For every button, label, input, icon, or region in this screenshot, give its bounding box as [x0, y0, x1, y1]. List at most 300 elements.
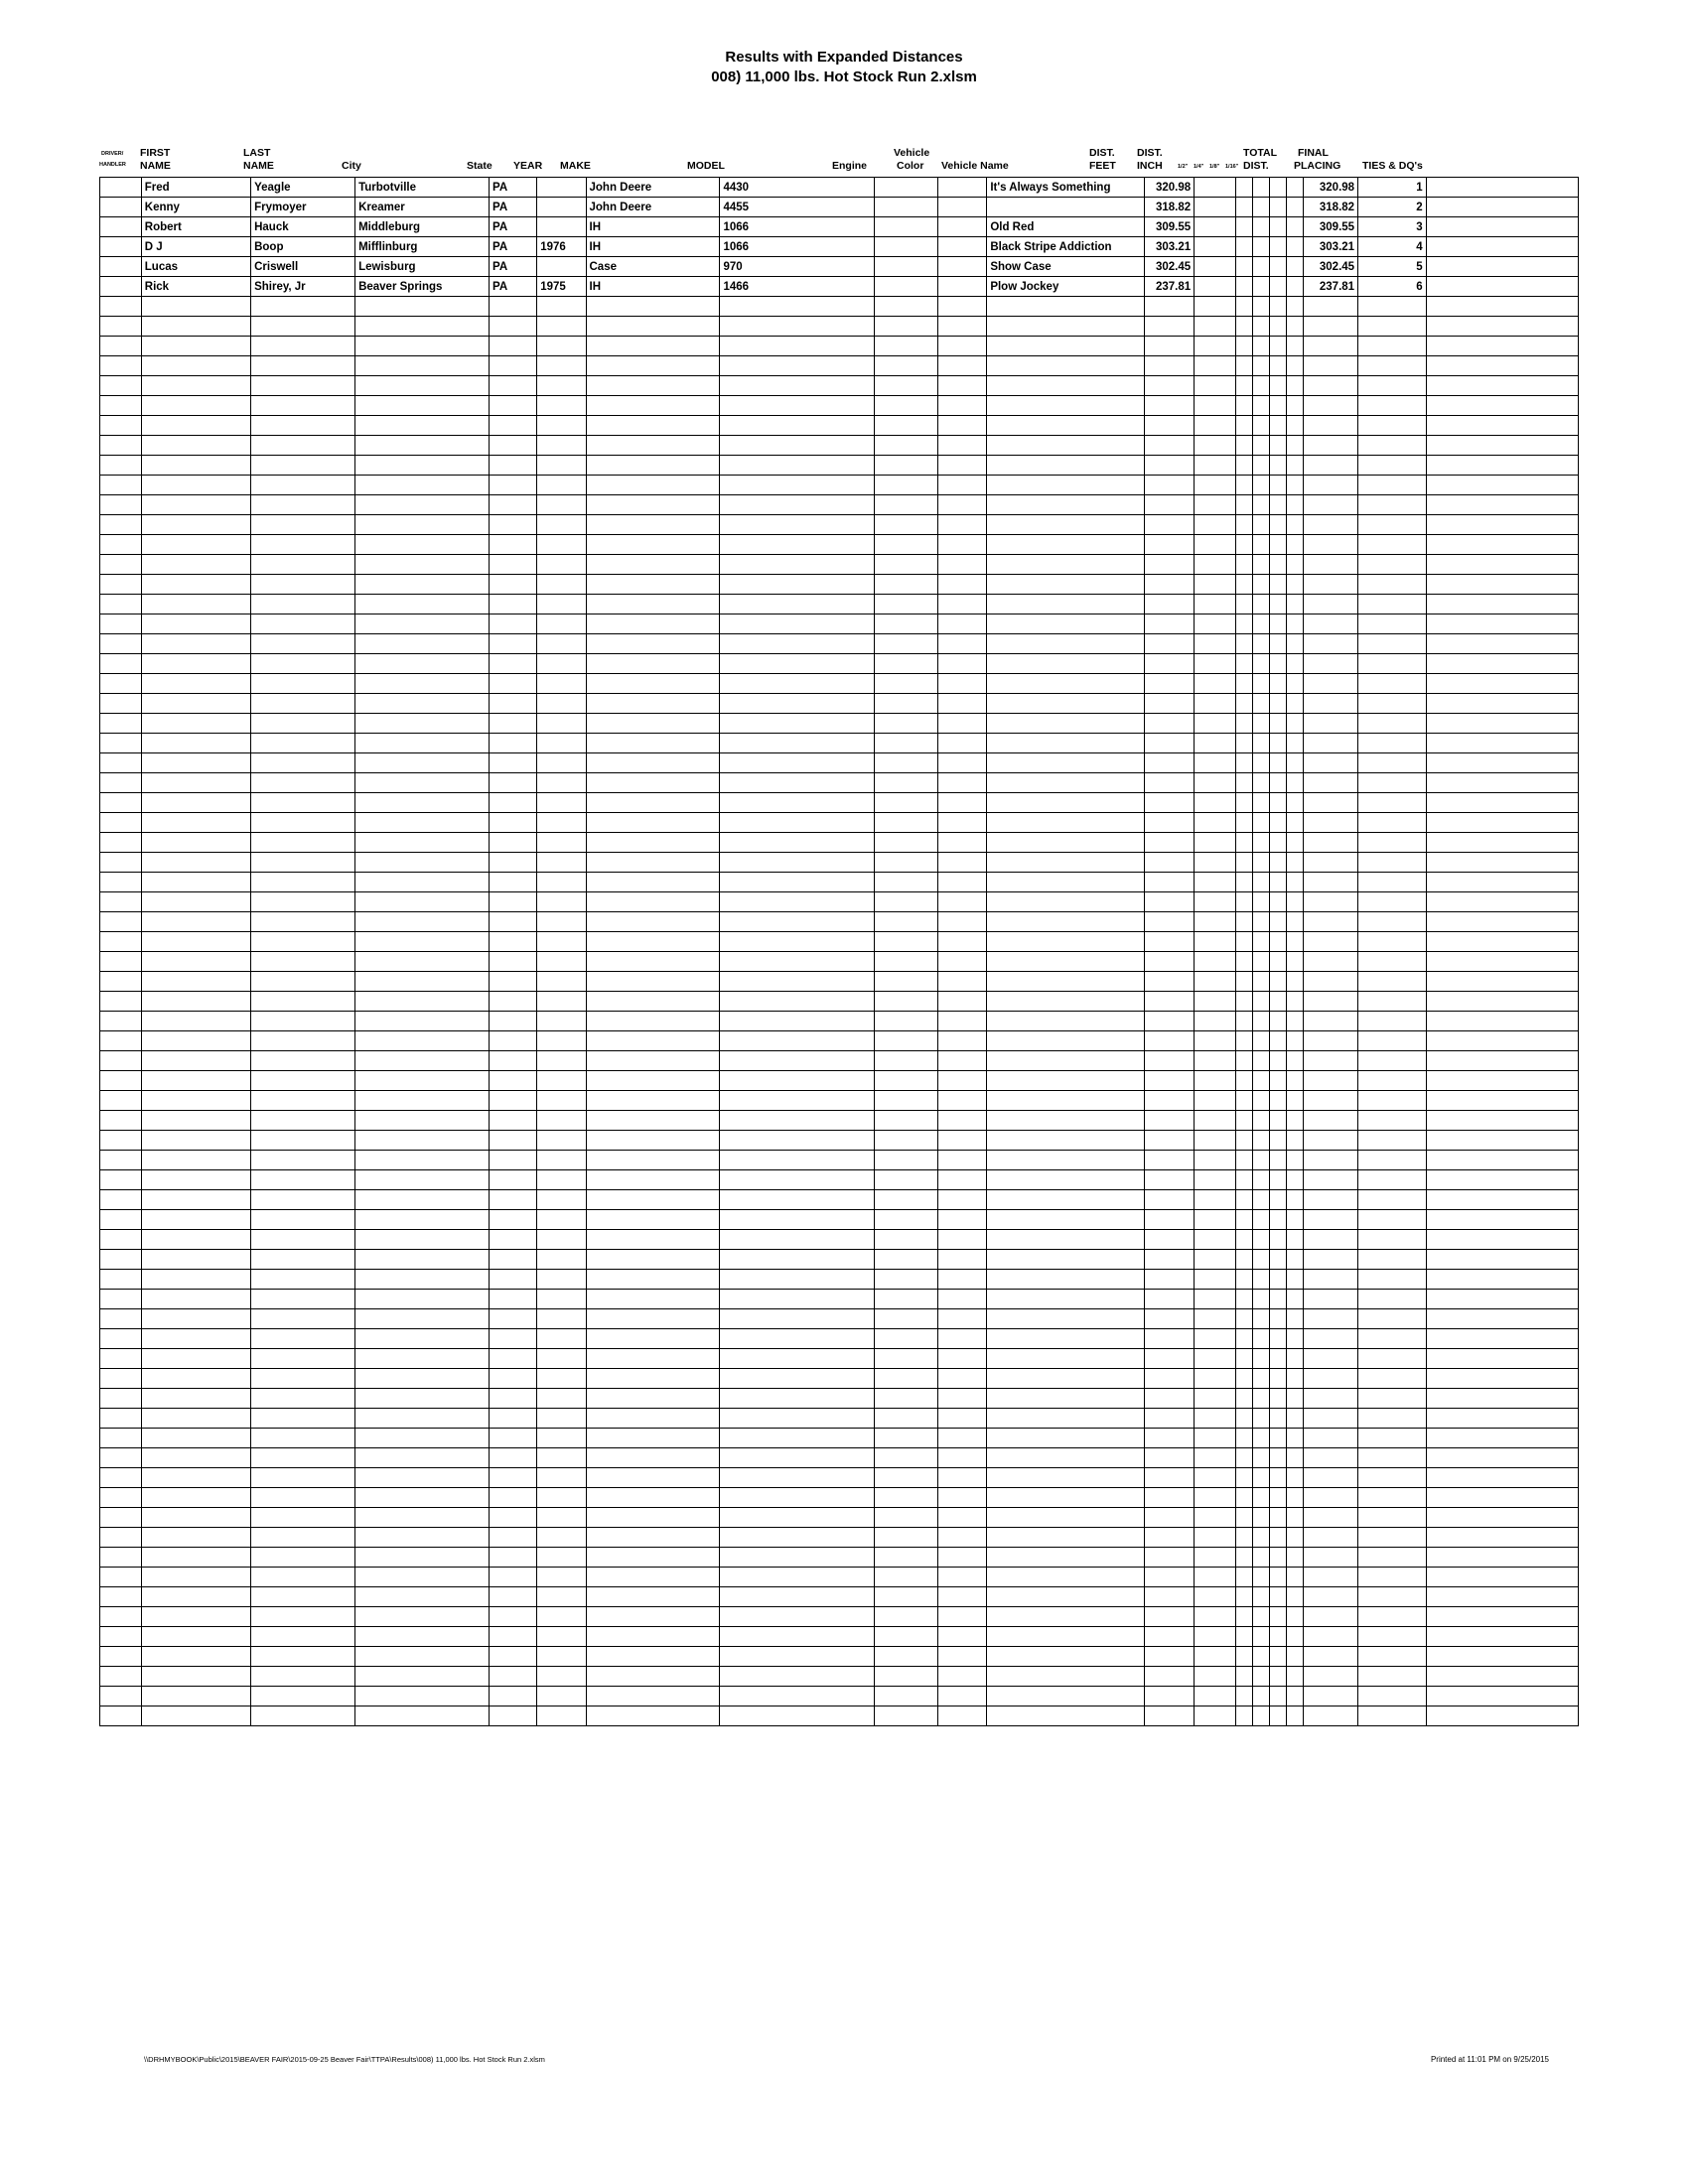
table-row-empty [100, 892, 1579, 912]
cell-make [586, 932, 720, 952]
cell-last-name [251, 972, 355, 992]
cell-ties-dqs [1426, 1409, 1578, 1429]
cell-year [537, 1587, 586, 1607]
cell-f4 [1253, 376, 1270, 396]
cell-make [586, 535, 720, 555]
cell-f4 [1253, 1568, 1270, 1587]
cell-engine [874, 793, 937, 813]
cell-total-dist [1304, 535, 1358, 555]
cell-f4 [1253, 1012, 1270, 1031]
cell-year [537, 1409, 586, 1429]
cell-engine [874, 317, 937, 337]
cell-vehicle-name [987, 734, 1145, 753]
cell-f8 [1270, 892, 1287, 912]
cell-f16 [1287, 1012, 1304, 1031]
cell-total-dist [1304, 734, 1358, 753]
cell-ties-dqs [1426, 356, 1578, 376]
cell-ties-dqs [1426, 416, 1578, 436]
cell-f16 [1287, 396, 1304, 416]
cell-model [720, 1091, 874, 1111]
cell-last-name [251, 674, 355, 694]
cell-final-placing [1358, 1329, 1427, 1349]
table-row-empty [100, 1587, 1579, 1607]
cell-color [938, 694, 987, 714]
cell-f4 [1253, 198, 1270, 217]
cell-f8 [1270, 952, 1287, 972]
cell-color [938, 595, 987, 614]
cell-ties-dqs [1426, 1647, 1578, 1667]
table-row-empty [100, 396, 1579, 416]
cell-f4 [1253, 257, 1270, 277]
cell-model: 1466 [720, 277, 874, 297]
cell-f4 [1253, 1488, 1270, 1508]
table-row-empty [100, 575, 1579, 595]
cell-last-name [251, 873, 355, 892]
cell-make [586, 1309, 720, 1329]
cell-dist-feet [1144, 1309, 1194, 1329]
cell-color [938, 833, 987, 853]
cell-total-dist [1304, 614, 1358, 634]
cell-total-dist [1304, 1111, 1358, 1131]
cell-f2 [1235, 614, 1252, 634]
cell-last-name [251, 595, 355, 614]
cell-engine [874, 1607, 937, 1627]
cell-f8 [1270, 853, 1287, 873]
cell-ties-dqs [1426, 237, 1578, 257]
cell-make [586, 793, 720, 813]
cell-final-placing [1358, 1548, 1427, 1568]
cell-f16 [1287, 1468, 1304, 1488]
cell-ties-dqs [1426, 952, 1578, 972]
cell-color [938, 217, 987, 237]
cell-final-placing [1358, 1706, 1427, 1726]
cell-make [586, 1329, 720, 1349]
cell-driver [100, 535, 142, 555]
cell-model [720, 337, 874, 356]
cell-year [537, 396, 586, 416]
cell-year [537, 595, 586, 614]
cell-f16 [1287, 714, 1304, 734]
cell-make: IH [586, 277, 720, 297]
cell-final-placing [1358, 634, 1427, 654]
cell-first-name [141, 376, 250, 396]
cell-city: Mifflinburg [355, 237, 490, 257]
cell-total-dist [1304, 317, 1358, 337]
cell-f8 [1270, 1349, 1287, 1369]
table-row-empty [100, 1190, 1579, 1210]
cell-final-placing [1358, 575, 1427, 595]
cell-state [490, 753, 537, 773]
cell-f16 [1287, 912, 1304, 932]
cell-state [490, 654, 537, 674]
cell-state [490, 1468, 537, 1488]
cell-driver [100, 952, 142, 972]
cell-last-name [251, 1031, 355, 1051]
cell-make [586, 1290, 720, 1309]
cell-final-placing: 2 [1358, 198, 1427, 217]
cell-dist-feet [1144, 972, 1194, 992]
cell-f16 [1287, 1131, 1304, 1151]
cell-f2 [1235, 1607, 1252, 1627]
cell-vehicle-name [987, 813, 1145, 833]
cell-dist-inch [1195, 237, 1236, 257]
cell-color [938, 932, 987, 952]
cell-first-name [141, 1468, 250, 1488]
cell-dist-inch [1195, 1131, 1236, 1151]
cell-engine [874, 1170, 937, 1190]
table-row-empty [100, 1031, 1579, 1051]
cell-dist-inch [1195, 575, 1236, 595]
cell-vehicle-name [987, 1706, 1145, 1726]
cell-state [490, 793, 537, 813]
cell-engine [874, 972, 937, 992]
cell-first-name [141, 1309, 250, 1329]
cell-f16 [1287, 1349, 1304, 1369]
cell-make [586, 1051, 720, 1071]
cell-first-name: Kenny [141, 198, 250, 217]
cell-final-placing [1358, 1270, 1427, 1290]
cell-vehicle-name [987, 1409, 1145, 1429]
cell-color [938, 1508, 987, 1528]
cell-driver [100, 1071, 142, 1091]
cell-f8 [1270, 1587, 1287, 1607]
cell-total-dist [1304, 1548, 1358, 1568]
cell-engine [874, 1250, 937, 1270]
cell-first-name [141, 952, 250, 972]
cell-make [586, 1151, 720, 1170]
cell-make [586, 515, 720, 535]
cell-city [355, 1488, 490, 1508]
cell-dist-feet [1144, 614, 1194, 634]
cell-dist-feet [1144, 1706, 1194, 1726]
cell-f8 [1270, 1488, 1287, 1508]
cell-f8 [1270, 674, 1287, 694]
cell-engine [874, 436, 937, 456]
cell-f8 [1270, 337, 1287, 356]
cell-driver [100, 317, 142, 337]
table-row-empty [100, 1270, 1579, 1290]
cell-f4 [1253, 1528, 1270, 1548]
cell-dist-inch [1195, 992, 1236, 1012]
table-row-empty [100, 1548, 1579, 1568]
cell-final-placing [1358, 793, 1427, 813]
cell-state [490, 674, 537, 694]
cell-make [586, 1389, 720, 1409]
cell-ties-dqs [1426, 1369, 1578, 1389]
cell-total-dist [1304, 595, 1358, 614]
cell-make [586, 1210, 720, 1230]
cell-state [490, 1548, 537, 1568]
cell-dist-inch [1195, 198, 1236, 217]
cell-last-name [251, 436, 355, 456]
cell-vehicle-name [987, 575, 1145, 595]
cell-color [938, 237, 987, 257]
cell-total-dist: 302.45 [1304, 257, 1358, 277]
cell-engine [874, 396, 937, 416]
cell-make [586, 595, 720, 614]
cell-final-placing: 1 [1358, 178, 1427, 198]
cell-f8 [1270, 1071, 1287, 1091]
cell-city [355, 1667, 490, 1687]
cell-f4 [1253, 1369, 1270, 1389]
cell-final-placing [1358, 1290, 1427, 1309]
table-row-empty [100, 515, 1579, 535]
cell-ties-dqs [1426, 1270, 1578, 1290]
cell-engine [874, 1131, 937, 1151]
cell-driver [100, 753, 142, 773]
cell-make [586, 1409, 720, 1429]
table-row-empty [100, 853, 1579, 873]
cell-last-name [251, 555, 355, 575]
cell-first-name [141, 1190, 250, 1210]
cell-total-dist [1304, 853, 1358, 873]
cell-f8 [1270, 595, 1287, 614]
cell-first-name [141, 753, 250, 773]
cell-f2 [1235, 495, 1252, 515]
cell-f16 [1287, 476, 1304, 495]
cell-last-name [251, 1250, 355, 1270]
cell-color [938, 317, 987, 337]
cell-first-name [141, 1706, 250, 1726]
cell-dist-inch [1195, 1429, 1236, 1448]
cell-engine [874, 277, 937, 297]
header-driver-bottom: HANDLER [99, 162, 126, 168]
cell-dist-inch [1195, 1528, 1236, 1548]
cell-driver [100, 456, 142, 476]
cell-city [355, 1250, 490, 1270]
cell-engine [874, 952, 937, 972]
cell-dist-inch [1195, 1250, 1236, 1270]
cell-first-name [141, 1329, 250, 1349]
cell-dist-inch [1195, 1349, 1236, 1369]
cell-year [537, 1270, 586, 1290]
cell-color [938, 1627, 987, 1647]
cell-dist-inch [1195, 833, 1236, 853]
cell-total-dist [1304, 1627, 1358, 1647]
cell-total-dist [1304, 694, 1358, 714]
cell-total-dist [1304, 1309, 1358, 1329]
cell-ties-dqs [1426, 634, 1578, 654]
cell-vehicle-name [987, 1329, 1145, 1349]
cell-make [586, 674, 720, 694]
cell-state [490, 495, 537, 515]
cell-last-name [251, 1548, 355, 1568]
cell-dist-feet [1144, 813, 1194, 833]
cell-f2 [1235, 1627, 1252, 1647]
cell-model [720, 1230, 874, 1250]
cell-engine [874, 1667, 937, 1687]
cell-final-placing [1358, 535, 1427, 555]
cell-model [720, 416, 874, 436]
table-row-empty [100, 674, 1579, 694]
cell-dist-feet: 318.82 [1144, 198, 1194, 217]
cell-dist-inch [1195, 595, 1236, 614]
header-final-placing-bottom: PLACING [1294, 160, 1341, 172]
cell-f8 [1270, 317, 1287, 337]
cell-color [938, 1309, 987, 1329]
cell-f8 [1270, 257, 1287, 277]
table-row-empty [100, 992, 1579, 1012]
table-row-empty [100, 535, 1579, 555]
cell-model [720, 535, 874, 555]
cell-f8 [1270, 773, 1287, 793]
cell-city [355, 773, 490, 793]
cell-model [720, 1309, 874, 1329]
cell-engine [874, 1290, 937, 1309]
cell-f4 [1253, 1230, 1270, 1250]
cell-f2 [1235, 1448, 1252, 1468]
cell-f4 [1253, 1349, 1270, 1369]
cell-city [355, 952, 490, 972]
table-row-empty [100, 1627, 1579, 1647]
cell-f16 [1287, 734, 1304, 753]
cell-dist-inch [1195, 694, 1236, 714]
cell-make [586, 1488, 720, 1508]
cell-dist-inch [1195, 555, 1236, 575]
cell-ties-dqs [1426, 992, 1578, 1012]
cell-state [490, 813, 537, 833]
cell-total-dist [1304, 1528, 1358, 1548]
cell-color [938, 813, 987, 833]
cell-ties-dqs [1426, 1448, 1578, 1468]
table-row-empty [100, 1329, 1579, 1349]
cell-dist-feet [1144, 1170, 1194, 1190]
cell-dist-inch [1195, 217, 1236, 237]
header-city: City [342, 160, 361, 172]
table-row-empty [100, 773, 1579, 793]
cell-f16 [1287, 753, 1304, 773]
cell-final-placing [1358, 1429, 1427, 1448]
cell-last-name [251, 853, 355, 873]
cell-model [720, 1329, 874, 1349]
cell-last-name [251, 1409, 355, 1429]
cell-dist-inch [1195, 1230, 1236, 1250]
cell-make [586, 773, 720, 793]
cell-dist-inch [1195, 912, 1236, 932]
cell-total-dist [1304, 1270, 1358, 1290]
cell-last-name [251, 932, 355, 952]
cell-first-name [141, 1508, 250, 1528]
table-row [100, 237, 1579, 257]
cell-model [720, 356, 874, 376]
cell-color [938, 535, 987, 555]
cell-year [537, 476, 586, 495]
cell-make: Case [586, 257, 720, 277]
cell-engine [874, 714, 937, 734]
cell-driver [100, 1309, 142, 1329]
cell-f4 [1253, 1647, 1270, 1667]
cell-driver [100, 853, 142, 873]
cell-driver [100, 1627, 142, 1647]
cell-engine [874, 873, 937, 892]
cell-f4 [1253, 595, 1270, 614]
cell-driver [100, 1012, 142, 1031]
cell-driver [100, 436, 142, 456]
cell-f4 [1253, 912, 1270, 932]
cell-f8 [1270, 1667, 1287, 1687]
cell-driver [100, 912, 142, 932]
cell-f4 [1253, 1210, 1270, 1230]
table-row-empty [100, 1071, 1579, 1091]
cell-final-placing [1358, 654, 1427, 674]
cell-dist-inch [1195, 853, 1236, 873]
cell-final-placing [1358, 515, 1427, 535]
cell-color [938, 1607, 987, 1627]
cell-dist-inch [1195, 436, 1236, 456]
cell-year [537, 1051, 586, 1071]
cell-driver [100, 1250, 142, 1270]
cell-f2 [1235, 654, 1252, 674]
cell-dist-inch [1195, 396, 1236, 416]
cell-dist-feet [1144, 1190, 1194, 1210]
cell-model [720, 1448, 874, 1468]
cell-state: PA [490, 178, 537, 198]
cell-engine [874, 853, 937, 873]
cell-f4 [1253, 1151, 1270, 1170]
cell-dist-feet [1144, 1091, 1194, 1111]
cell-engine [874, 912, 937, 932]
cell-state [490, 1190, 537, 1210]
cell-f8 [1270, 297, 1287, 317]
cell-year [537, 1568, 586, 1587]
cell-dist-feet [1144, 1051, 1194, 1071]
table-row-empty [100, 495, 1579, 515]
page-footer [0, 2055, 1688, 2085]
cell-last-name [251, 1111, 355, 1131]
cell-first-name [141, 1429, 250, 1448]
cell-year [537, 833, 586, 853]
cell-dist-inch [1195, 1448, 1236, 1468]
cell-driver [100, 972, 142, 992]
cell-model [720, 952, 874, 972]
cell-f16 [1287, 555, 1304, 575]
cell-first-name [141, 1389, 250, 1409]
cell-color [938, 416, 987, 436]
cell-first-name [141, 356, 250, 376]
cell-state [490, 892, 537, 912]
cell-dist-inch [1195, 178, 1236, 198]
cell-f8 [1270, 992, 1287, 1012]
cell-f2 [1235, 1111, 1252, 1131]
cell-year [537, 456, 586, 476]
cell-state [490, 1290, 537, 1309]
cell-final-placing: 3 [1358, 217, 1427, 237]
cell-f2 [1235, 1568, 1252, 1587]
cell-f16 [1287, 198, 1304, 217]
cell-year [537, 1488, 586, 1508]
cell-first-name [141, 1131, 250, 1151]
cell-dist-inch [1195, 1170, 1236, 1190]
cell-last-name [251, 1290, 355, 1309]
cell-ties-dqs [1426, 1528, 1578, 1548]
cell-final-placing [1358, 1210, 1427, 1230]
cell-first-name [141, 1012, 250, 1031]
cell-ties-dqs [1426, 515, 1578, 535]
cell-f2 [1235, 1409, 1252, 1429]
cell-first-name [141, 1409, 250, 1429]
cell-state: PA [490, 237, 537, 257]
cell-state [490, 873, 537, 892]
cell-driver [100, 376, 142, 396]
cell-vehicle-name [987, 198, 1145, 217]
cell-model [720, 614, 874, 634]
cell-color [938, 654, 987, 674]
cell-last-name [251, 1230, 355, 1250]
cell-driver [100, 217, 142, 237]
cell-vehicle-name [987, 1151, 1145, 1170]
cell-state [490, 1131, 537, 1151]
cell-driver [100, 793, 142, 813]
